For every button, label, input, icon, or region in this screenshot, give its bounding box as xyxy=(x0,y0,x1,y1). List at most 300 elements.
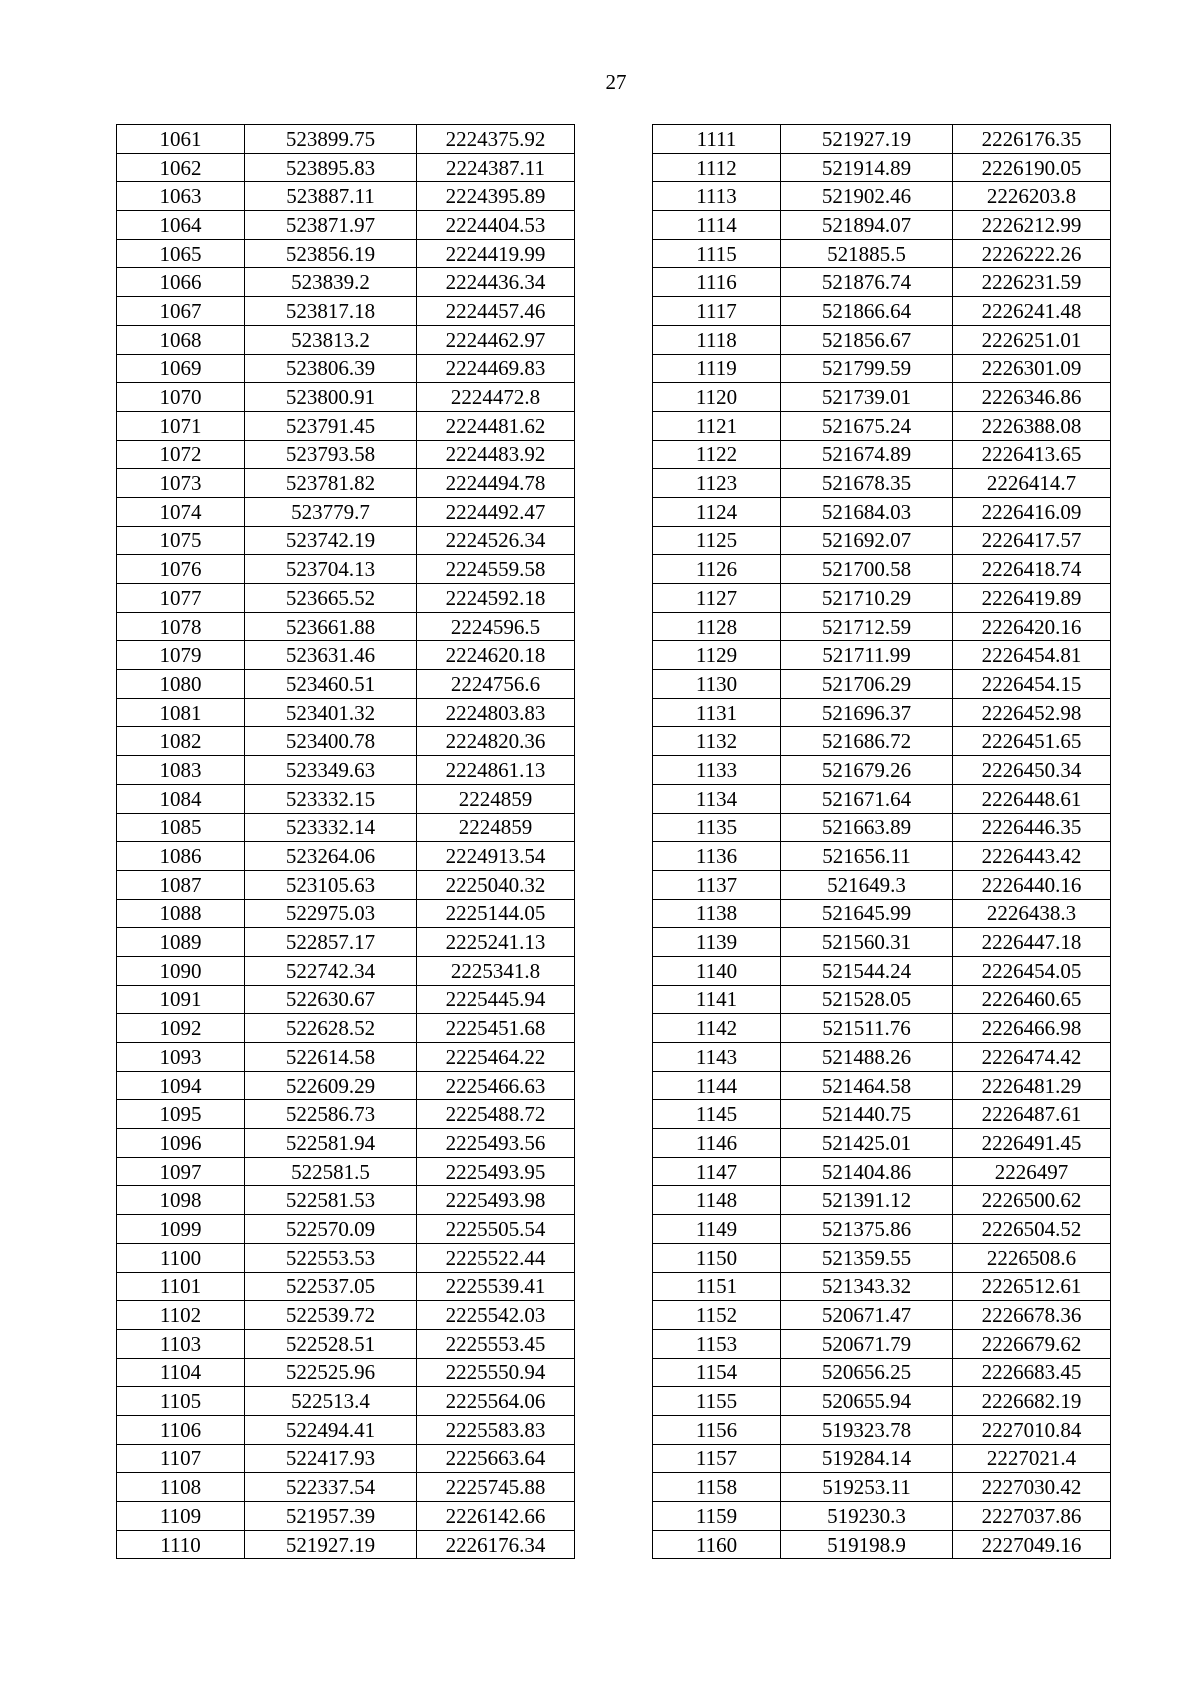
table-row xyxy=(117,1157,575,1186)
table-row xyxy=(117,469,575,498)
point-number-cell: 1107 xyxy=(117,1444,245,1473)
table-row xyxy=(653,1329,1111,1358)
y-coordinate-cell: 2226301.09 xyxy=(953,354,1111,383)
point-number-cell: 1150 xyxy=(653,1243,781,1272)
x-coordinate-cell: 521488.26 xyxy=(781,1043,953,1072)
point-number-cell: 1152 xyxy=(653,1301,781,1330)
x-coordinate-cell: 519230.3 xyxy=(781,1502,953,1531)
point-number-cell: 1070 xyxy=(117,383,245,412)
x-coordinate-cell: 521343.32 xyxy=(781,1272,953,1301)
x-coordinate-cell: 523806.39 xyxy=(245,354,417,383)
point-number-cell: 1125 xyxy=(653,526,781,555)
table-row xyxy=(653,756,1111,785)
table-row xyxy=(653,870,1111,899)
x-coordinate-cell: 521696.37 xyxy=(781,698,953,727)
point-number-cell: 1142 xyxy=(653,1014,781,1043)
y-coordinate-cell: 2226682.19 xyxy=(953,1387,1111,1416)
table-row xyxy=(653,268,1111,297)
y-coordinate-cell: 2224913.54 xyxy=(417,842,575,871)
table-row xyxy=(653,153,1111,182)
x-coordinate-cell: 523264.06 xyxy=(245,842,417,871)
x-coordinate-cell: 522525.96 xyxy=(245,1358,417,1387)
y-coordinate-cell: 2226388.08 xyxy=(953,411,1111,440)
x-coordinate-cell: 521511.76 xyxy=(781,1014,953,1043)
point-number-cell: 1146 xyxy=(653,1129,781,1158)
table-row xyxy=(117,497,575,526)
x-coordinate-cell: 523800.91 xyxy=(245,383,417,412)
y-coordinate-cell: 2226487.61 xyxy=(953,1100,1111,1129)
x-coordinate-cell: 521710.29 xyxy=(781,584,953,613)
table-row xyxy=(653,325,1111,354)
point-number-cell: 1104 xyxy=(117,1358,245,1387)
x-coordinate-cell: 522539.72 xyxy=(245,1301,417,1330)
table-row xyxy=(653,1272,1111,1301)
point-number-cell: 1084 xyxy=(117,784,245,813)
point-number-cell: 1098 xyxy=(117,1186,245,1215)
coordinates-table-left xyxy=(116,124,575,1559)
y-coordinate-cell: 2224472.8 xyxy=(417,383,575,412)
point-number-cell: 1062 xyxy=(117,153,245,182)
x-coordinate-cell: 521391.12 xyxy=(781,1186,953,1215)
x-coordinate-cell: 522975.03 xyxy=(245,899,417,928)
table-row xyxy=(653,383,1111,412)
x-coordinate-cell: 521359.55 xyxy=(781,1243,953,1272)
y-coordinate-cell: 2224375.92 xyxy=(417,125,575,154)
table-row xyxy=(117,1301,575,1330)
x-coordinate-cell: 521876.74 xyxy=(781,268,953,297)
table-row xyxy=(117,1473,575,1502)
x-coordinate-cell: 521957.39 xyxy=(245,1502,417,1531)
table-row xyxy=(117,239,575,268)
y-coordinate-cell: 2224462.97 xyxy=(417,325,575,354)
table-row xyxy=(653,1043,1111,1072)
x-coordinate-cell: 522628.52 xyxy=(245,1014,417,1043)
y-coordinate-cell: 2226142.66 xyxy=(417,1502,575,1531)
y-coordinate-cell: 2226241.48 xyxy=(953,297,1111,326)
table-row xyxy=(653,1100,1111,1129)
y-coordinate-cell: 2226440.16 xyxy=(953,870,1111,899)
point-number-cell: 1112 xyxy=(653,153,781,182)
y-coordinate-cell: 2224481.62 xyxy=(417,411,575,440)
point-number-cell: 1100 xyxy=(117,1243,245,1272)
point-number-cell: 1109 xyxy=(117,1502,245,1531)
y-coordinate-cell: 2224419.99 xyxy=(417,239,575,268)
y-coordinate-cell: 2226414.7 xyxy=(953,469,1111,498)
point-number-cell: 1137 xyxy=(653,870,781,899)
y-coordinate-cell: 2224803.83 xyxy=(417,698,575,727)
y-coordinate-cell: 2224859 xyxy=(417,813,575,842)
point-number-cell: 1139 xyxy=(653,928,781,957)
table-row xyxy=(117,1215,575,1244)
point-number-cell: 1091 xyxy=(117,985,245,1014)
table-row xyxy=(653,899,1111,928)
table-row xyxy=(653,1473,1111,1502)
x-coordinate-cell: 523665.52 xyxy=(245,584,417,613)
table-row xyxy=(653,641,1111,670)
point-number-cell: 1061 xyxy=(117,125,245,154)
point-number-cell: 1089 xyxy=(117,928,245,957)
table-row xyxy=(653,1358,1111,1387)
y-coordinate-cell: 2224436.34 xyxy=(417,268,575,297)
y-coordinate-cell: 2226222.26 xyxy=(953,239,1111,268)
y-coordinate-cell: 2225451.68 xyxy=(417,1014,575,1043)
point-number-cell: 1122 xyxy=(653,440,781,469)
table-row xyxy=(653,469,1111,498)
table-row xyxy=(653,211,1111,240)
table-row xyxy=(653,956,1111,985)
x-coordinate-cell: 519253.11 xyxy=(781,1473,953,1502)
x-coordinate-cell: 520671.47 xyxy=(781,1301,953,1330)
point-number-cell: 1133 xyxy=(653,756,781,785)
point-number-cell: 1079 xyxy=(117,641,245,670)
y-coordinate-cell: 2225241.13 xyxy=(417,928,575,957)
table-row xyxy=(117,526,575,555)
y-coordinate-cell: 2225493.98 xyxy=(417,1186,575,1215)
y-coordinate-cell: 2226212.99 xyxy=(953,211,1111,240)
x-coordinate-cell: 523887.11 xyxy=(245,182,417,211)
x-coordinate-cell: 522630.67 xyxy=(245,985,417,1014)
table-row xyxy=(653,182,1111,211)
y-coordinate-cell: 2227030.42 xyxy=(953,1473,1111,1502)
point-number-cell: 1121 xyxy=(653,411,781,440)
x-coordinate-cell: 522537.05 xyxy=(245,1272,417,1301)
y-coordinate-cell: 2224492.47 xyxy=(417,497,575,526)
point-number-cell: 1105 xyxy=(117,1387,245,1416)
x-coordinate-cell: 521425.01 xyxy=(781,1129,953,1158)
table-row xyxy=(117,584,575,613)
table-row xyxy=(117,928,575,957)
point-number-cell: 1136 xyxy=(653,842,781,871)
y-coordinate-cell: 2226454.15 xyxy=(953,670,1111,699)
y-coordinate-cell: 2226504.52 xyxy=(953,1215,1111,1244)
y-coordinate-cell: 2224596.5 xyxy=(417,612,575,641)
point-number-cell: 1075 xyxy=(117,526,245,555)
table-row xyxy=(117,1272,575,1301)
x-coordinate-cell: 522528.51 xyxy=(245,1329,417,1358)
point-number-cell: 1118 xyxy=(653,325,781,354)
table-row xyxy=(653,784,1111,813)
point-number-cell: 1093 xyxy=(117,1043,245,1072)
point-number-cell: 1082 xyxy=(117,727,245,756)
point-number-cell: 1131 xyxy=(653,698,781,727)
table-row xyxy=(653,239,1111,268)
x-coordinate-cell: 521866.64 xyxy=(781,297,953,326)
x-coordinate-cell: 522581.94 xyxy=(245,1129,417,1158)
table-row xyxy=(117,985,575,1014)
y-coordinate-cell: 2224559.58 xyxy=(417,555,575,584)
y-coordinate-cell: 2225445.94 xyxy=(417,985,575,1014)
table-row xyxy=(117,641,575,670)
x-coordinate-cell: 521671.64 xyxy=(781,784,953,813)
point-number-cell: 1106 xyxy=(117,1415,245,1444)
y-coordinate-cell: 2226450.34 xyxy=(953,756,1111,785)
table-row xyxy=(653,1301,1111,1330)
table-row xyxy=(117,1014,575,1043)
x-coordinate-cell: 521927.19 xyxy=(245,1530,417,1559)
x-coordinate-cell: 522586.73 xyxy=(245,1100,417,1129)
x-coordinate-cell: 523793.58 xyxy=(245,440,417,469)
y-coordinate-cell: 2225040.32 xyxy=(417,870,575,899)
point-number-cell: 1111 xyxy=(653,125,781,154)
table-row xyxy=(117,383,575,412)
x-coordinate-cell: 521675.24 xyxy=(781,411,953,440)
y-coordinate-cell: 2226446.35 xyxy=(953,813,1111,842)
point-number-cell: 1090 xyxy=(117,956,245,985)
coordinates-table-left-body xyxy=(117,125,575,1559)
table-row xyxy=(117,1387,575,1416)
table-row xyxy=(653,1530,1111,1559)
point-number-cell: 1124 xyxy=(653,497,781,526)
x-coordinate-cell: 521927.19 xyxy=(781,125,953,154)
point-number-cell: 1095 xyxy=(117,1100,245,1129)
table-row xyxy=(117,182,575,211)
y-coordinate-cell: 2226447.18 xyxy=(953,928,1111,957)
point-number-cell: 1085 xyxy=(117,813,245,842)
point-number-cell: 1088 xyxy=(117,899,245,928)
x-coordinate-cell: 521684.03 xyxy=(781,497,953,526)
x-coordinate-cell: 521894.07 xyxy=(781,211,953,240)
table-row xyxy=(117,411,575,440)
x-coordinate-cell: 523871.97 xyxy=(245,211,417,240)
x-coordinate-cell: 521902.46 xyxy=(781,182,953,211)
x-coordinate-cell: 521440.75 xyxy=(781,1100,953,1129)
point-number-cell: 1083 xyxy=(117,756,245,785)
y-coordinate-cell: 2226413.65 xyxy=(953,440,1111,469)
y-coordinate-cell: 2226203.8 xyxy=(953,182,1111,211)
y-coordinate-cell: 2226448.61 xyxy=(953,784,1111,813)
x-coordinate-cell: 523899.75 xyxy=(245,125,417,154)
point-number-cell: 1065 xyxy=(117,239,245,268)
point-number-cell: 1159 xyxy=(653,1502,781,1531)
y-coordinate-cell: 2225539.41 xyxy=(417,1272,575,1301)
y-coordinate-cell: 2224859 xyxy=(417,784,575,813)
y-coordinate-cell: 2225550.94 xyxy=(417,1358,575,1387)
y-coordinate-cell: 2225542.03 xyxy=(417,1301,575,1330)
y-coordinate-cell: 2226251.01 xyxy=(953,325,1111,354)
point-number-cell: 1149 xyxy=(653,1215,781,1244)
table-row xyxy=(653,1387,1111,1416)
point-number-cell: 1134 xyxy=(653,784,781,813)
y-coordinate-cell: 2226683.45 xyxy=(953,1358,1111,1387)
point-number-cell: 1138 xyxy=(653,899,781,928)
point-number-cell: 1097 xyxy=(117,1157,245,1186)
table-row xyxy=(653,813,1111,842)
x-coordinate-cell: 521856.67 xyxy=(781,325,953,354)
point-number-cell: 1117 xyxy=(653,297,781,326)
table-row xyxy=(117,440,575,469)
x-coordinate-cell: 519198.9 xyxy=(781,1530,953,1559)
table-row xyxy=(653,1071,1111,1100)
point-number-cell: 1101 xyxy=(117,1272,245,1301)
point-number-cell: 1094 xyxy=(117,1071,245,1100)
y-coordinate-cell: 2226474.42 xyxy=(953,1043,1111,1072)
y-coordinate-cell: 2226678.36 xyxy=(953,1301,1111,1330)
x-coordinate-cell: 521544.24 xyxy=(781,956,953,985)
point-number-cell: 1123 xyxy=(653,469,781,498)
x-coordinate-cell: 523460.51 xyxy=(245,670,417,699)
coordinates-table-right-body xyxy=(653,125,1111,1559)
table-row xyxy=(117,1186,575,1215)
table-row xyxy=(117,268,575,297)
table-row xyxy=(117,1415,575,1444)
point-number-cell: 1071 xyxy=(117,411,245,440)
y-coordinate-cell: 2226452.98 xyxy=(953,698,1111,727)
x-coordinate-cell: 519284.14 xyxy=(781,1444,953,1473)
x-coordinate-cell: 523105.63 xyxy=(245,870,417,899)
y-coordinate-cell: 2224592.18 xyxy=(417,584,575,613)
table-row xyxy=(653,842,1111,871)
y-coordinate-cell: 2225493.56 xyxy=(417,1129,575,1158)
coordinates-table-right xyxy=(652,124,1111,1559)
table-row xyxy=(653,555,1111,584)
x-coordinate-cell: 521528.05 xyxy=(781,985,953,1014)
table-row xyxy=(117,1243,575,1272)
y-coordinate-cell: 2225564.06 xyxy=(417,1387,575,1416)
y-coordinate-cell: 2227010.84 xyxy=(953,1415,1111,1444)
y-coordinate-cell: 2225505.54 xyxy=(417,1215,575,1244)
table-row xyxy=(117,670,575,699)
y-coordinate-cell: 2225663.64 xyxy=(417,1444,575,1473)
point-number-cell: 1148 xyxy=(653,1186,781,1215)
point-number-cell: 1092 xyxy=(117,1014,245,1043)
point-number-cell: 1126 xyxy=(653,555,781,584)
table-row xyxy=(117,1043,575,1072)
x-coordinate-cell: 520655.94 xyxy=(781,1387,953,1416)
x-coordinate-cell: 519323.78 xyxy=(781,1415,953,1444)
table-row xyxy=(653,670,1111,699)
table-row xyxy=(653,1157,1111,1186)
x-coordinate-cell: 521679.26 xyxy=(781,756,953,785)
x-coordinate-cell: 523742.19 xyxy=(245,526,417,555)
x-coordinate-cell: 521700.58 xyxy=(781,555,953,584)
x-coordinate-cell: 522581.5 xyxy=(245,1157,417,1186)
point-number-cell: 1064 xyxy=(117,211,245,240)
point-number-cell: 1127 xyxy=(653,584,781,613)
table-row xyxy=(653,297,1111,326)
y-coordinate-cell: 2227021.4 xyxy=(953,1444,1111,1473)
x-coordinate-cell: 523781.82 xyxy=(245,469,417,498)
table-row xyxy=(117,698,575,727)
x-coordinate-cell: 523895.83 xyxy=(245,153,417,182)
table-row xyxy=(117,1071,575,1100)
x-coordinate-cell: 520671.79 xyxy=(781,1329,953,1358)
y-coordinate-cell: 2226419.89 xyxy=(953,584,1111,613)
y-coordinate-cell: 2225466.63 xyxy=(417,1071,575,1100)
table-row xyxy=(653,354,1111,383)
x-coordinate-cell: 522570.09 xyxy=(245,1215,417,1244)
y-coordinate-cell: 2224387.11 xyxy=(417,153,575,182)
point-number-cell: 1119 xyxy=(653,354,781,383)
y-coordinate-cell: 2227037.86 xyxy=(953,1502,1111,1531)
point-number-cell: 1110 xyxy=(117,1530,245,1559)
y-coordinate-cell: 2226460.65 xyxy=(953,985,1111,1014)
point-number-cell: 1087 xyxy=(117,870,245,899)
table-row xyxy=(117,756,575,785)
x-coordinate-cell: 521711.99 xyxy=(781,641,953,670)
point-number-cell: 1155 xyxy=(653,1387,781,1416)
x-coordinate-cell: 522614.58 xyxy=(245,1043,417,1072)
y-coordinate-cell: 2225144.05 xyxy=(417,899,575,928)
table-row xyxy=(117,211,575,240)
point-number-cell: 1076 xyxy=(117,555,245,584)
x-coordinate-cell: 523349.63 xyxy=(245,756,417,785)
point-number-cell: 1135 xyxy=(653,813,781,842)
y-coordinate-cell: 2226443.42 xyxy=(953,842,1111,871)
x-coordinate-cell: 522857.17 xyxy=(245,928,417,957)
y-coordinate-cell: 2224469.83 xyxy=(417,354,575,383)
point-number-cell: 1154 xyxy=(653,1358,781,1387)
point-number-cell: 1096 xyxy=(117,1129,245,1158)
x-coordinate-cell: 523856.19 xyxy=(245,239,417,268)
x-coordinate-cell: 522742.34 xyxy=(245,956,417,985)
x-coordinate-cell: 523400.78 xyxy=(245,727,417,756)
x-coordinate-cell: 521692.07 xyxy=(781,526,953,555)
table-row xyxy=(117,899,575,928)
table-row xyxy=(653,411,1111,440)
x-coordinate-cell: 521663.89 xyxy=(781,813,953,842)
x-coordinate-cell: 522581.53 xyxy=(245,1186,417,1215)
y-coordinate-cell: 2226500.62 xyxy=(953,1186,1111,1215)
point-number-cell: 1068 xyxy=(117,325,245,354)
y-coordinate-cell: 2225493.95 xyxy=(417,1157,575,1186)
x-coordinate-cell: 521885.5 xyxy=(781,239,953,268)
y-coordinate-cell: 2226176.34 xyxy=(417,1530,575,1559)
y-coordinate-cell: 2224404.53 xyxy=(417,211,575,240)
y-coordinate-cell: 2225745.88 xyxy=(417,1473,575,1502)
point-number-cell: 1116 xyxy=(653,268,781,297)
point-number-cell: 1069 xyxy=(117,354,245,383)
x-coordinate-cell: 522417.93 xyxy=(245,1444,417,1473)
x-coordinate-cell: 522513.4 xyxy=(245,1387,417,1416)
y-coordinate-cell: 2226231.59 xyxy=(953,268,1111,297)
x-coordinate-cell: 523839.2 xyxy=(245,268,417,297)
table-row xyxy=(117,612,575,641)
y-coordinate-cell: 2225522.44 xyxy=(417,1243,575,1272)
table-row xyxy=(117,1329,575,1358)
x-coordinate-cell: 523817.18 xyxy=(245,297,417,326)
table-row xyxy=(117,1100,575,1129)
x-coordinate-cell: 523332.15 xyxy=(245,784,417,813)
point-number-cell: 1072 xyxy=(117,440,245,469)
point-number-cell: 1067 xyxy=(117,297,245,326)
point-number-cell: 1073 xyxy=(117,469,245,498)
y-coordinate-cell: 2226417.57 xyxy=(953,526,1111,555)
x-coordinate-cell: 523779.7 xyxy=(245,497,417,526)
table-row xyxy=(117,1358,575,1387)
point-number-cell: 1140 xyxy=(653,956,781,985)
point-number-cell: 1081 xyxy=(117,698,245,727)
point-number-cell: 1115 xyxy=(653,239,781,268)
table-row xyxy=(653,440,1111,469)
table-row xyxy=(653,1444,1111,1473)
point-number-cell: 1129 xyxy=(653,641,781,670)
x-coordinate-cell: 521706.29 xyxy=(781,670,953,699)
point-number-cell: 1153 xyxy=(653,1329,781,1358)
x-coordinate-cell: 521404.86 xyxy=(781,1157,953,1186)
x-coordinate-cell: 522553.53 xyxy=(245,1243,417,1272)
point-number-cell: 1151 xyxy=(653,1272,781,1301)
table-row xyxy=(117,325,575,354)
point-number-cell: 1143 xyxy=(653,1043,781,1072)
point-number-cell: 1147 xyxy=(653,1157,781,1186)
table-row xyxy=(653,584,1111,613)
table-row xyxy=(117,956,575,985)
x-coordinate-cell: 523401.32 xyxy=(245,698,417,727)
y-coordinate-cell: 2225341.8 xyxy=(417,956,575,985)
y-coordinate-cell: 2226346.86 xyxy=(953,383,1111,412)
x-coordinate-cell: 523791.45 xyxy=(245,411,417,440)
point-number-cell: 1158 xyxy=(653,1473,781,1502)
